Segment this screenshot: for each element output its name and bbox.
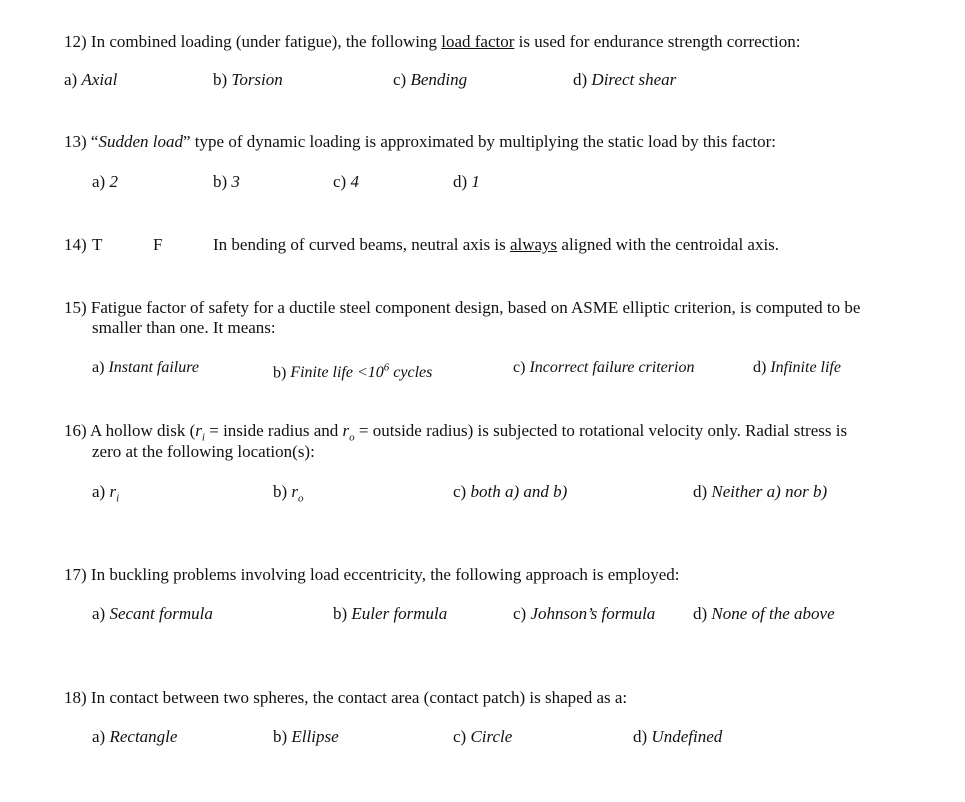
option-text: Axial	[81, 70, 118, 89]
option-a[interactable]	[92, 727, 177, 747]
option-c[interactable]	[393, 70, 467, 90]
option-b[interactable]	[213, 70, 283, 90]
symbol-r: r	[342, 421, 350, 440]
option-text: Torsion	[231, 70, 283, 89]
option-text-pre: Finite life <10	[290, 364, 384, 382]
option-text: Infinite life	[770, 359, 841, 376]
question-number: 15)	[64, 298, 87, 317]
question-text: = inside radius and	[204, 421, 343, 440]
option-b[interactable]	[273, 482, 304, 508]
option-text: 1	[471, 172, 480, 191]
question-16-stem-line2: zero at the following location(s):	[92, 442, 315, 461]
underlined-term: always	[509, 235, 558, 254]
question-text: aligned with the centroidal axis.	[557, 235, 780, 254]
option-letter: c)	[453, 727, 467, 746]
option-text: Neither a) nor b)	[711, 482, 828, 501]
question-number: 16)	[64, 421, 87, 440]
option-text: Secant formula	[109, 604, 213, 623]
option-c[interactable]	[513, 358, 694, 378]
question-text: A hollow disk (	[89, 421, 196, 440]
subscript-i: i	[116, 492, 120, 505]
option-letter: b)	[333, 604, 348, 623]
question-text: is used for endurance strength correction:	[514, 32, 801, 51]
option-d[interactable]	[573, 70, 676, 90]
option-text: 4	[350, 172, 359, 191]
option-text: Circle	[470, 727, 513, 746]
option-text: 2	[109, 172, 118, 191]
option-text: Direct shear	[591, 70, 677, 89]
question-18-stem	[64, 688, 627, 708]
option-text: both a) and b)	[470, 482, 568, 501]
option-letter: a)	[92, 727, 106, 746]
question-number: 17)	[64, 565, 87, 584]
option-letter: a)	[92, 172, 106, 191]
option-d[interactable]	[633, 727, 722, 747]
option-a[interactable]	[92, 172, 118, 192]
option-letter: a)	[92, 482, 106, 501]
subscript-o: o	[298, 492, 304, 505]
exponent: 6	[383, 362, 390, 374]
option-a[interactable]	[64, 70, 117, 90]
question-text: In bending of curved beams, neutral axis is	[213, 235, 510, 254]
true-option[interactable]: T	[92, 235, 103, 254]
option-letter: c)	[513, 359, 526, 376]
italic-term: Sudden load	[98, 132, 183, 151]
option-letter: b)	[273, 727, 288, 746]
option-c[interactable]	[453, 727, 512, 747]
question-number: 12)	[64, 32, 87, 51]
option-letter: b)	[213, 70, 228, 89]
question-12-stem	[64, 32, 800, 52]
question-17-stem	[64, 565, 679, 585]
option-a[interactable]	[92, 482, 119, 508]
option-letter: a)	[92, 359, 105, 376]
option-text: Ellipse	[291, 727, 339, 746]
question-13-stem	[64, 132, 776, 152]
option-text: Instant failure	[108, 359, 199, 376]
option-c[interactable]	[513, 604, 655, 624]
option-text: Bending	[410, 70, 468, 89]
option-a[interactable]	[92, 358, 199, 378]
quote-mark: “	[90, 132, 99, 151]
option-letter: d)	[633, 727, 648, 746]
option-text: Incorrect failure criterion	[529, 359, 695, 376]
option-d[interactable]	[693, 482, 827, 502]
false-option[interactable]: F	[153, 235, 163, 254]
option-text: Undefined	[651, 727, 723, 746]
option-letter: b)	[273, 364, 287, 382]
option-text: 3	[231, 172, 240, 191]
option-letter: c)	[513, 604, 527, 623]
option-letter: c)	[393, 70, 407, 89]
symbol-r: r	[195, 421, 202, 440]
underlined-term: load factor	[441, 32, 515, 51]
option-text: Euler formula	[351, 604, 448, 623]
option-letter: a)	[64, 70, 78, 89]
option-text: Johnson’s formula	[530, 604, 656, 623]
option-b[interactable]	[333, 604, 447, 624]
question-text: In combined loading (under fatigue), the following	[90, 32, 442, 51]
option-letter: a)	[92, 604, 106, 623]
subscript-o: o	[349, 431, 355, 444]
option-letter: d)	[753, 359, 767, 376]
option-d[interactable]	[753, 358, 841, 378]
question-number: 13)	[64, 132, 87, 151]
option-letter: c)	[453, 482, 467, 501]
option-letter: b)	[213, 172, 228, 191]
question-text: Fatigue factor of safety for a ductile steel component design, based on ASME elliptic criterion, is computed to be	[90, 298, 861, 317]
option-text	[290, 364, 432, 381]
option-letter: c)	[333, 172, 347, 191]
option-b[interactable]	[213, 172, 240, 192]
option-letter: b)	[273, 482, 288, 501]
question-text: In contact between two spheres, the contact area (contact patch) is shaped as a:	[90, 688, 628, 707]
option-letter: d)	[573, 70, 588, 89]
subscript-i: i	[201, 431, 205, 444]
option-c[interactable]	[333, 172, 359, 192]
question-14-number: 14)	[64, 235, 87, 254]
option-d[interactable]	[693, 604, 835, 624]
option-letter: d)	[453, 172, 468, 191]
quote-mark: ”	[183, 132, 191, 151]
question-15-stem-line2: smaller than one. It means:	[92, 318, 276, 337]
question-text: In buckling problems involving load eccentricity, the following approach is employed:	[90, 565, 680, 584]
question-number: 18)	[64, 688, 87, 707]
symbol-r: r	[291, 482, 299, 501]
question-15-stem-line1	[64, 298, 860, 318]
option-letter: d)	[693, 482, 708, 501]
question-text: = outside radius) is subjected to rotational velocity only. Radial stress is	[354, 421, 848, 440]
option-a[interactable]	[92, 604, 213, 624]
option-letter: d)	[693, 604, 708, 623]
question-14-stem	[213, 235, 779, 255]
option-text: None of the above	[711, 604, 835, 623]
option-c[interactable]	[453, 482, 567, 502]
option-b[interactable]	[273, 727, 339, 747]
option-b[interactable]	[273, 358, 432, 383]
option-text-post: cycles	[389, 364, 433, 382]
question-text: type of dynamic loading is approximated by multiplying the static load by this factor:	[190, 132, 776, 151]
option-d[interactable]	[453, 172, 480, 192]
option-text: Rectangle	[109, 727, 178, 746]
symbol-r: r	[109, 482, 117, 501]
